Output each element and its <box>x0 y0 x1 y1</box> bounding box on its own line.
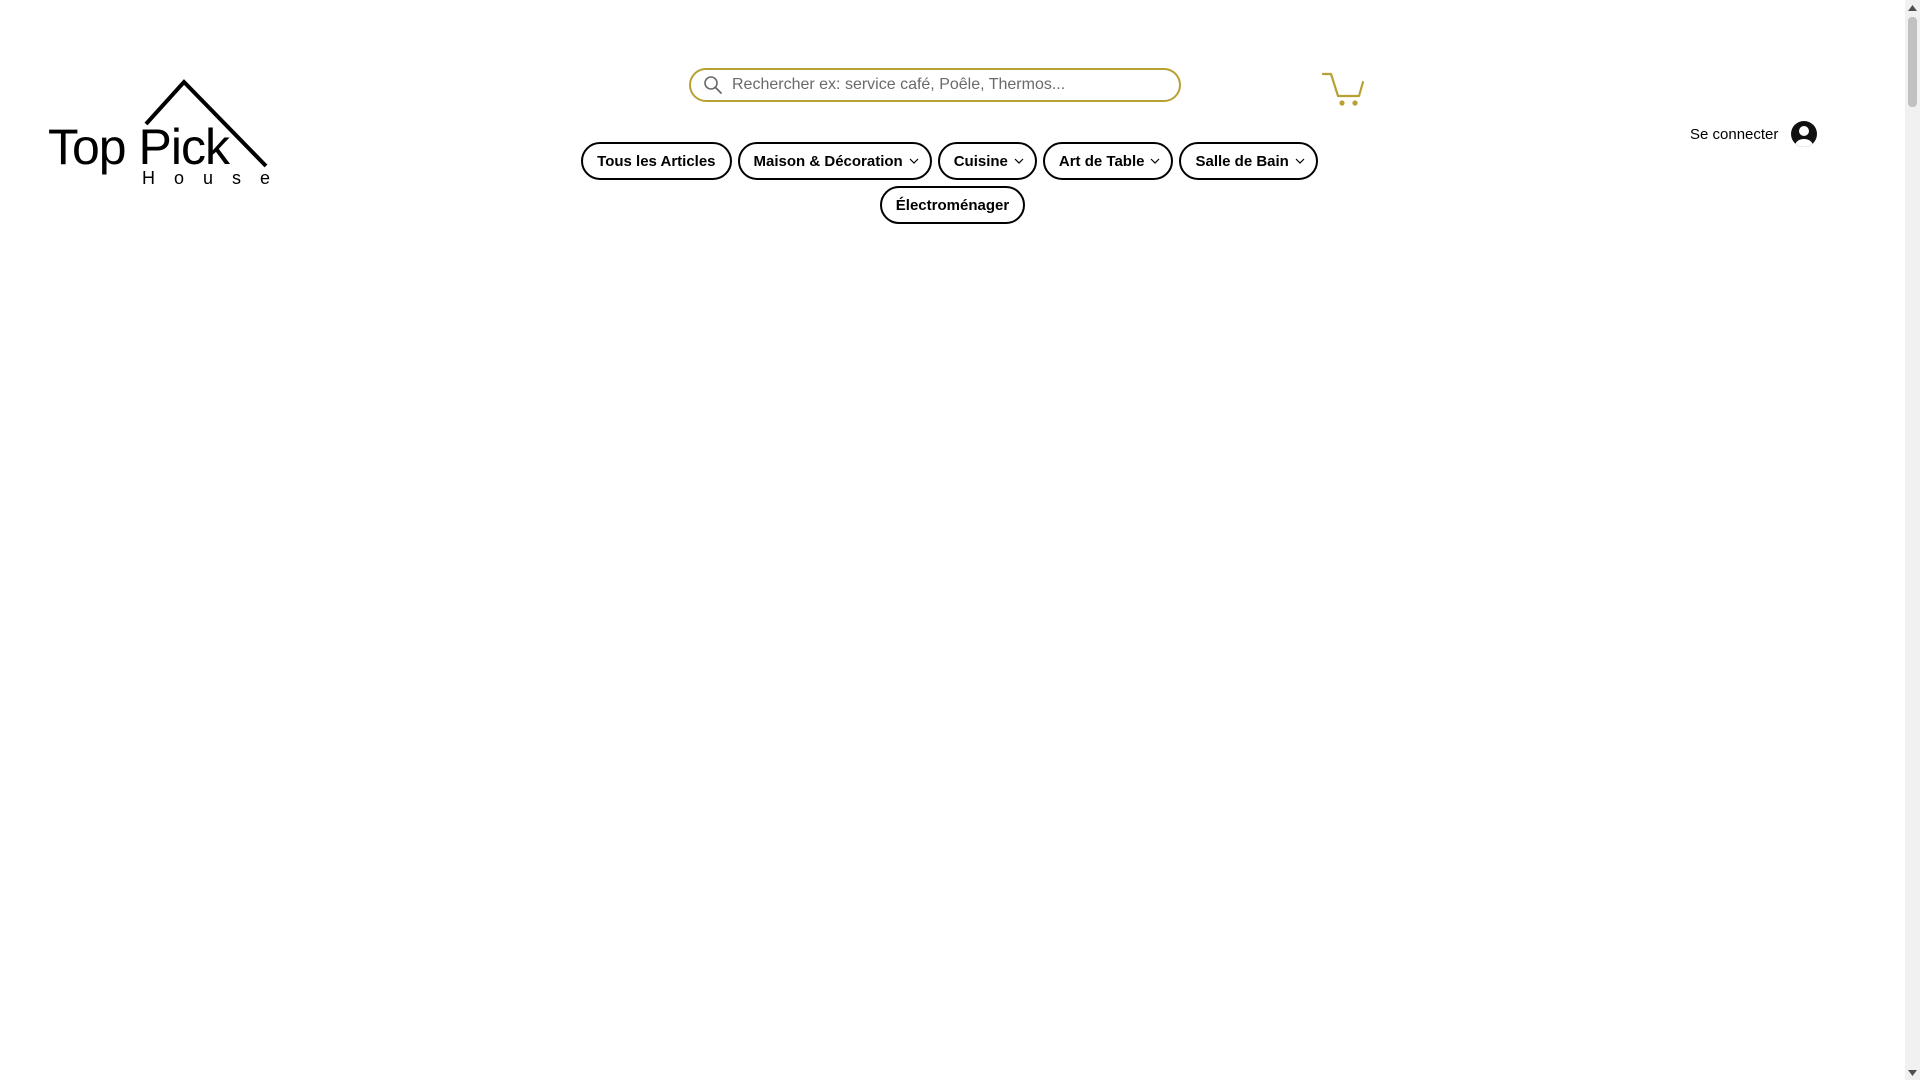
nav-label: Électroménager <box>895 196 1010 214</box>
chevron-down-icon <box>1013 155 1025 167</box>
svg-text:House: House <box>142 168 290 188</box>
nav-label: Art de Table <box>1058 152 1145 170</box>
nav-maison-decoration[interactable] <box>738 142 932 180</box>
nav-art-de-table[interactable] <box>1043 142 1174 180</box>
chevron-down-icon <box>1149 155 1161 167</box>
search-bar[interactable] <box>689 68 1181 102</box>
nav-label: Cuisine <box>953 152 1008 170</box>
chevron-down-icon <box>908 155 920 167</box>
chevron-down-icon <box>1294 155 1306 167</box>
nav-cuisine[interactable] <box>938 142 1037 180</box>
main-nav-row-2 <box>0 186 1905 224</box>
nav-tous-les-articles[interactable] <box>581 142 731 180</box>
vertical-scrollbar[interactable] <box>1905 0 1920 1080</box>
login-label: Se connecter <box>1690 125 1779 143</box>
nav-salle-de-bain[interactable] <box>1179 142 1317 180</box>
search-input[interactable] <box>732 70 1179 100</box>
scroll-down-icon[interactable] <box>1905 1065 1920 1080</box>
nav-label: Maison & Décoration <box>753 152 903 170</box>
svg-text:Top Pick: Top Pick <box>48 119 229 175</box>
nav-label: Salle de Bain <box>1195 152 1289 170</box>
search-icon <box>702 74 724 96</box>
main-nav <box>0 142 1902 180</box>
cart-icon[interactable] <box>1321 70 1365 106</box>
nav-label: Tous les Articles <box>597 152 716 170</box>
scrollbar-thumb[interactable] <box>1908 17 1917 107</box>
nav-electromenager[interactable] <box>880 186 1025 224</box>
scroll-up-icon[interactable] <box>1905 0 1920 15</box>
